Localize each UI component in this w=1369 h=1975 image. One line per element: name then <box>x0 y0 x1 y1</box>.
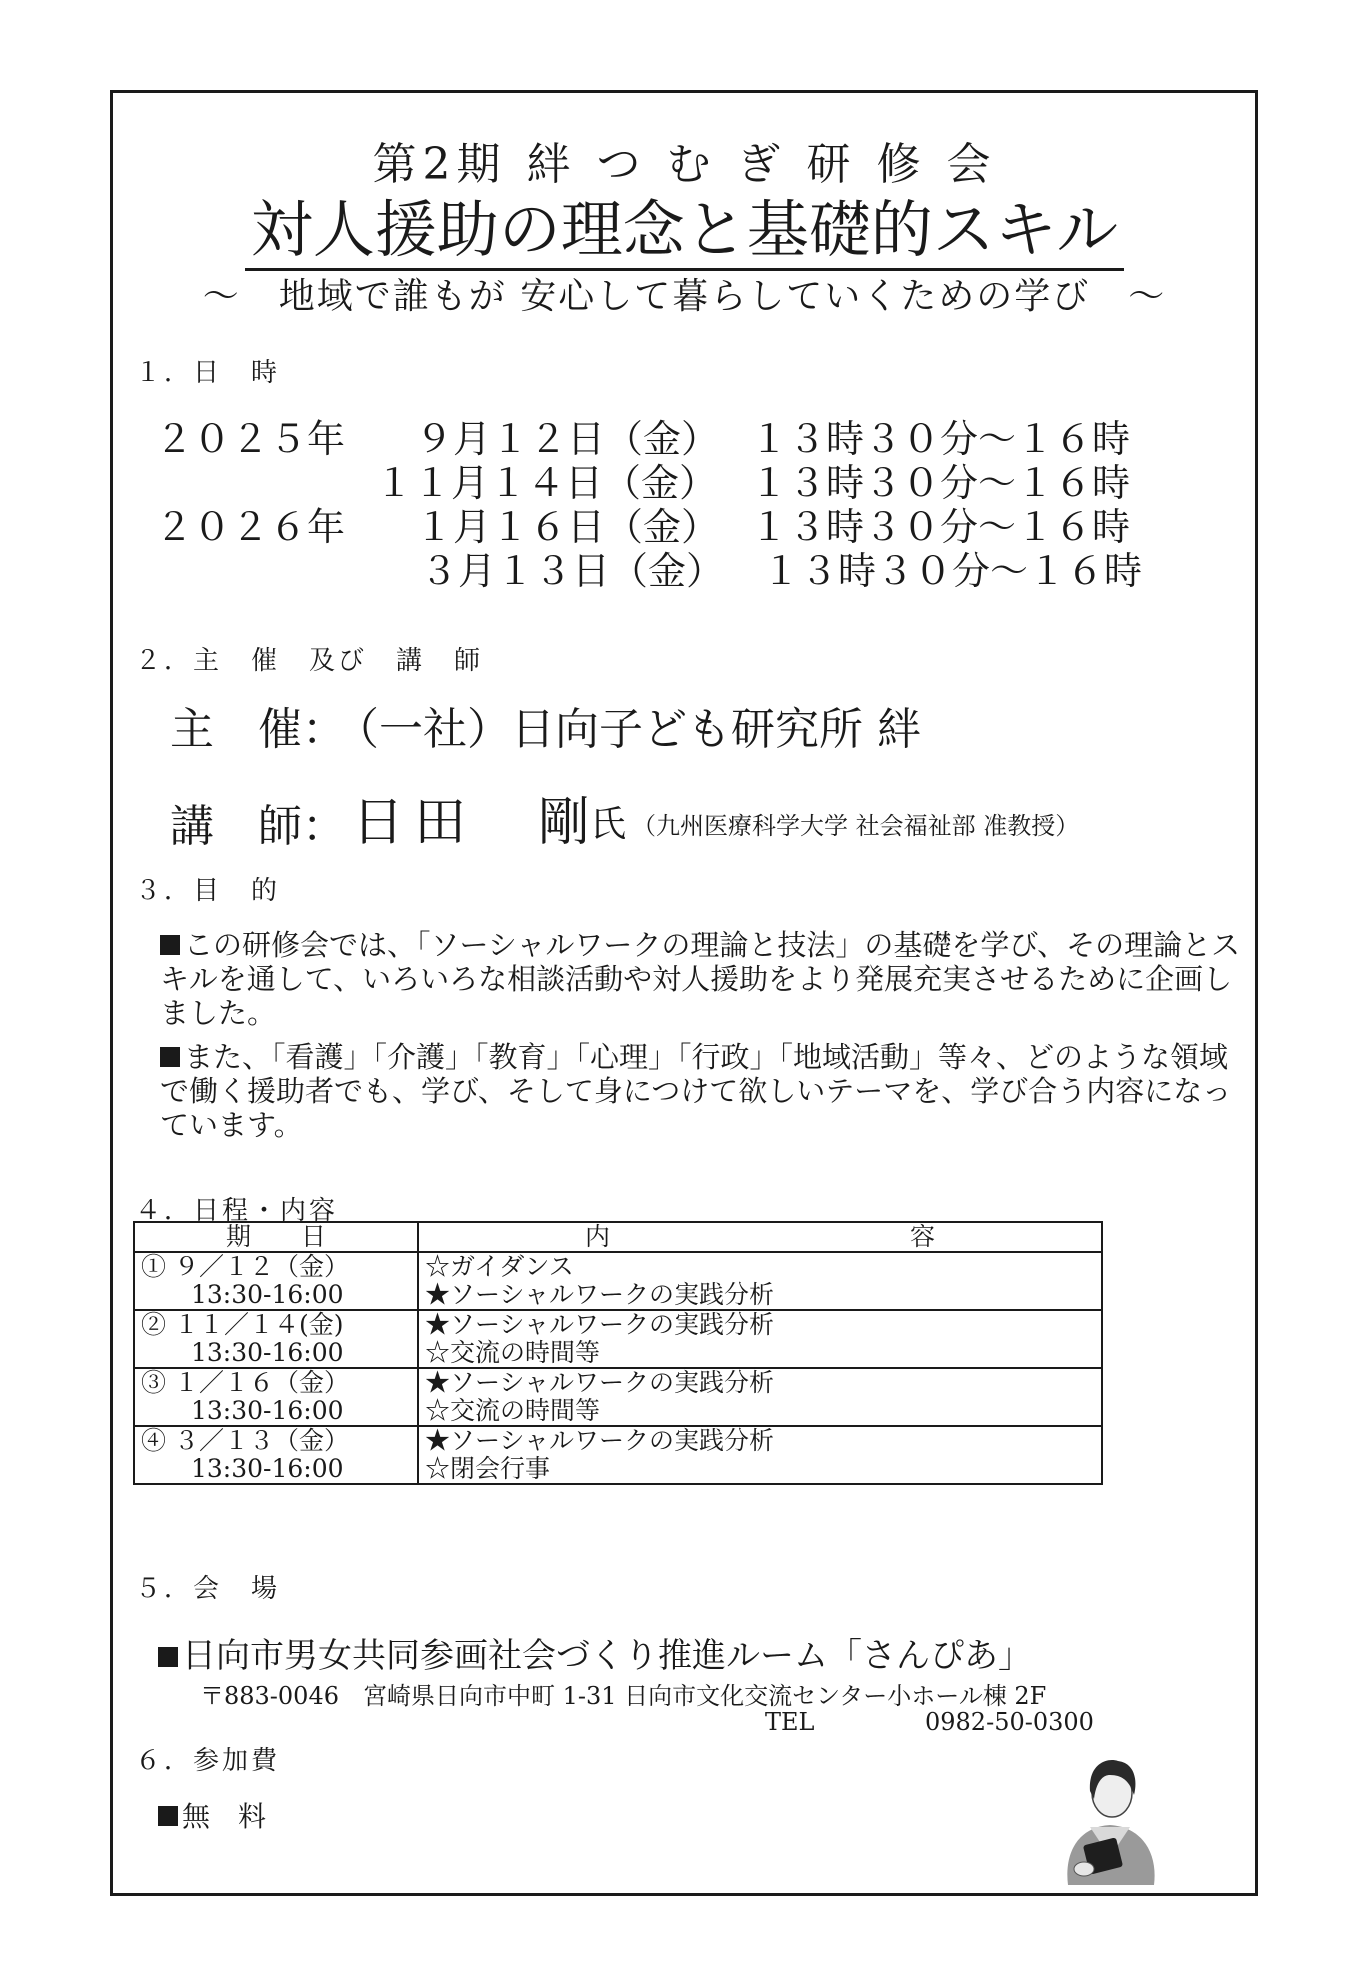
section-heading-fee: ６．参加費 <box>135 1746 281 1776</box>
venue-tel-label: TEL <box>765 1708 815 1736</box>
schedule-time: １３時３０分～１６時 <box>750 417 1131 461</box>
schedule-time: １３時３０分～１６時 <box>750 461 1131 505</box>
table-row <box>134 1368 1102 1426</box>
purpose-text: また、「看護」「介護」「教育」「心理」「行政」「地域活動」等々、どのような領域で働く援助者でも、学び、そして身につけて欲しいテーマを、学び合う内容になっています。 <box>160 1040 1232 1142</box>
schedule-time: １３時３０分～１６時 <box>762 549 1143 593</box>
square-bullet-icon <box>158 1647 178 1667</box>
session-time: 13:30-16:00 <box>191 1338 344 1367</box>
venue-address: 〒883-0046 宮崎県日向市中町 1-31 日向市文化交流センター小ホール棟 2F <box>200 1682 1047 1710</box>
event-series-title: 第2期 絆 つ む ぎ 研 修 会 <box>372 139 997 190</box>
session-item: ★ソーシャルワークの実践分析 <box>425 1368 775 1397</box>
session-item: ☆交流の時間等 <box>425 1338 601 1367</box>
session-item: ★ソーシャルワークの実践分析 <box>425 1280 775 1309</box>
section-heading-purpose: ３．目 的 <box>135 876 281 906</box>
session-date-cell <box>134 1368 418 1426</box>
section-heading-datetime: １．日 時 <box>135 358 281 388</box>
session-time: 13:30-16:00 <box>191 1454 344 1483</box>
session-time: 13:30-16:00 <box>191 1280 344 1309</box>
page-subtitle: ～ 地域で誰もが 安心して暮らしていくための学び ～ <box>202 276 1167 317</box>
page-title <box>0 180 1369 269</box>
lecturer-honorific: 氏 <box>590 804 627 845</box>
host-name: （一社）日向子ども研究所 絆 <box>335 704 921 755</box>
session-content-cell <box>418 1252 1102 1310</box>
lecturer-affiliation: （九州医療科学大学 社会福祉部 准教授） <box>632 812 1080 840</box>
venue-name-text: 日向市男女共同参画社会づくり推進ルーム「さんぴあ」 <box>182 1636 1032 1676</box>
session-content-cell <box>418 1368 1102 1426</box>
session-content-cell <box>418 1426 1102 1484</box>
session-date-cell <box>134 1310 418 1368</box>
session-date: ① ９／１２（金） <box>141 1252 349 1281</box>
session-item: ☆閉会行事 <box>425 1454 551 1483</box>
session-item: ☆ガイダンス <box>425 1252 574 1281</box>
column-header-content: 内 容 <box>418 1222 1102 1252</box>
section-heading-venue: ５．会 場 <box>135 1574 281 1604</box>
schedule-date: ３月１３日（金） <box>420 549 725 593</box>
illustration-hand <box>1074 1862 1094 1876</box>
session-date: ② １１／１４(金) <box>141 1310 344 1339</box>
table-row <box>134 1426 1102 1484</box>
purpose-paragraph <box>160 928 1250 1030</box>
session-date: ③ １／１６（金） <box>141 1368 349 1397</box>
host-label: 主 催： <box>170 704 346 755</box>
woman-reading-illustration <box>1050 1745 1170 1885</box>
session-date-cell <box>134 1426 418 1484</box>
session-item: ☆交流の時間等 <box>425 1396 601 1425</box>
schedule-date: ９月１２日（金） <box>415 417 720 461</box>
purpose-text: この研修会では、「ソーシャルワークの理論と技法」の基礎を学び、その理論とスキルを通して、いろいろな相談活動や対人援助をより発展充実させるために企画しました。 <box>160 928 1241 1030</box>
table-header-row <box>134 1222 1102 1252</box>
session-time: 13:30-16:00 <box>191 1396 344 1425</box>
session-date: ④ ３／１３（金） <box>141 1426 349 1455</box>
lecturer-label: 講 師： <box>170 801 346 852</box>
lecturer-name: 日田 剛 <box>352 793 601 853</box>
schedule-date: １１月１４日（金） <box>375 461 718 505</box>
session-item: ★ソーシャルワークの実践分析 <box>425 1426 775 1455</box>
fee-text: 無 料 <box>182 1800 267 1833</box>
program-table <box>133 1221 1103 1485</box>
table-row <box>134 1252 1102 1310</box>
square-bullet-icon <box>160 1047 180 1067</box>
fee-value <box>158 1795 266 1835</box>
square-bullet-icon <box>158 1806 178 1826</box>
schedule-year: ２０２５年 <box>155 417 346 461</box>
column-header-date: 期 日 <box>134 1222 418 1252</box>
schedule-time: １３時３０分～１６時 <box>750 505 1131 549</box>
schedule-date: １月１６日（金） <box>415 505 720 549</box>
venue-tel: 0982-50-0300 <box>925 1708 1094 1736</box>
session-item: ★ソーシャルワークの実践分析 <box>425 1310 775 1339</box>
session-content-cell <box>418 1310 1102 1368</box>
purpose-paragraph <box>160 1040 1250 1142</box>
schedule-year: ２０２６年 <box>155 505 346 549</box>
section-heading-host: ２．主 催 及び 講 師 <box>135 646 484 676</box>
square-bullet-icon <box>160 935 180 955</box>
table-row <box>134 1310 1102 1368</box>
venue-name <box>158 1628 1032 1677</box>
section-heading-program: ４．日程・内容 <box>135 1196 339 1226</box>
session-date-cell <box>134 1252 418 1310</box>
page-title-text: 対人援助の理念と基礎的スキル <box>245 193 1124 271</box>
